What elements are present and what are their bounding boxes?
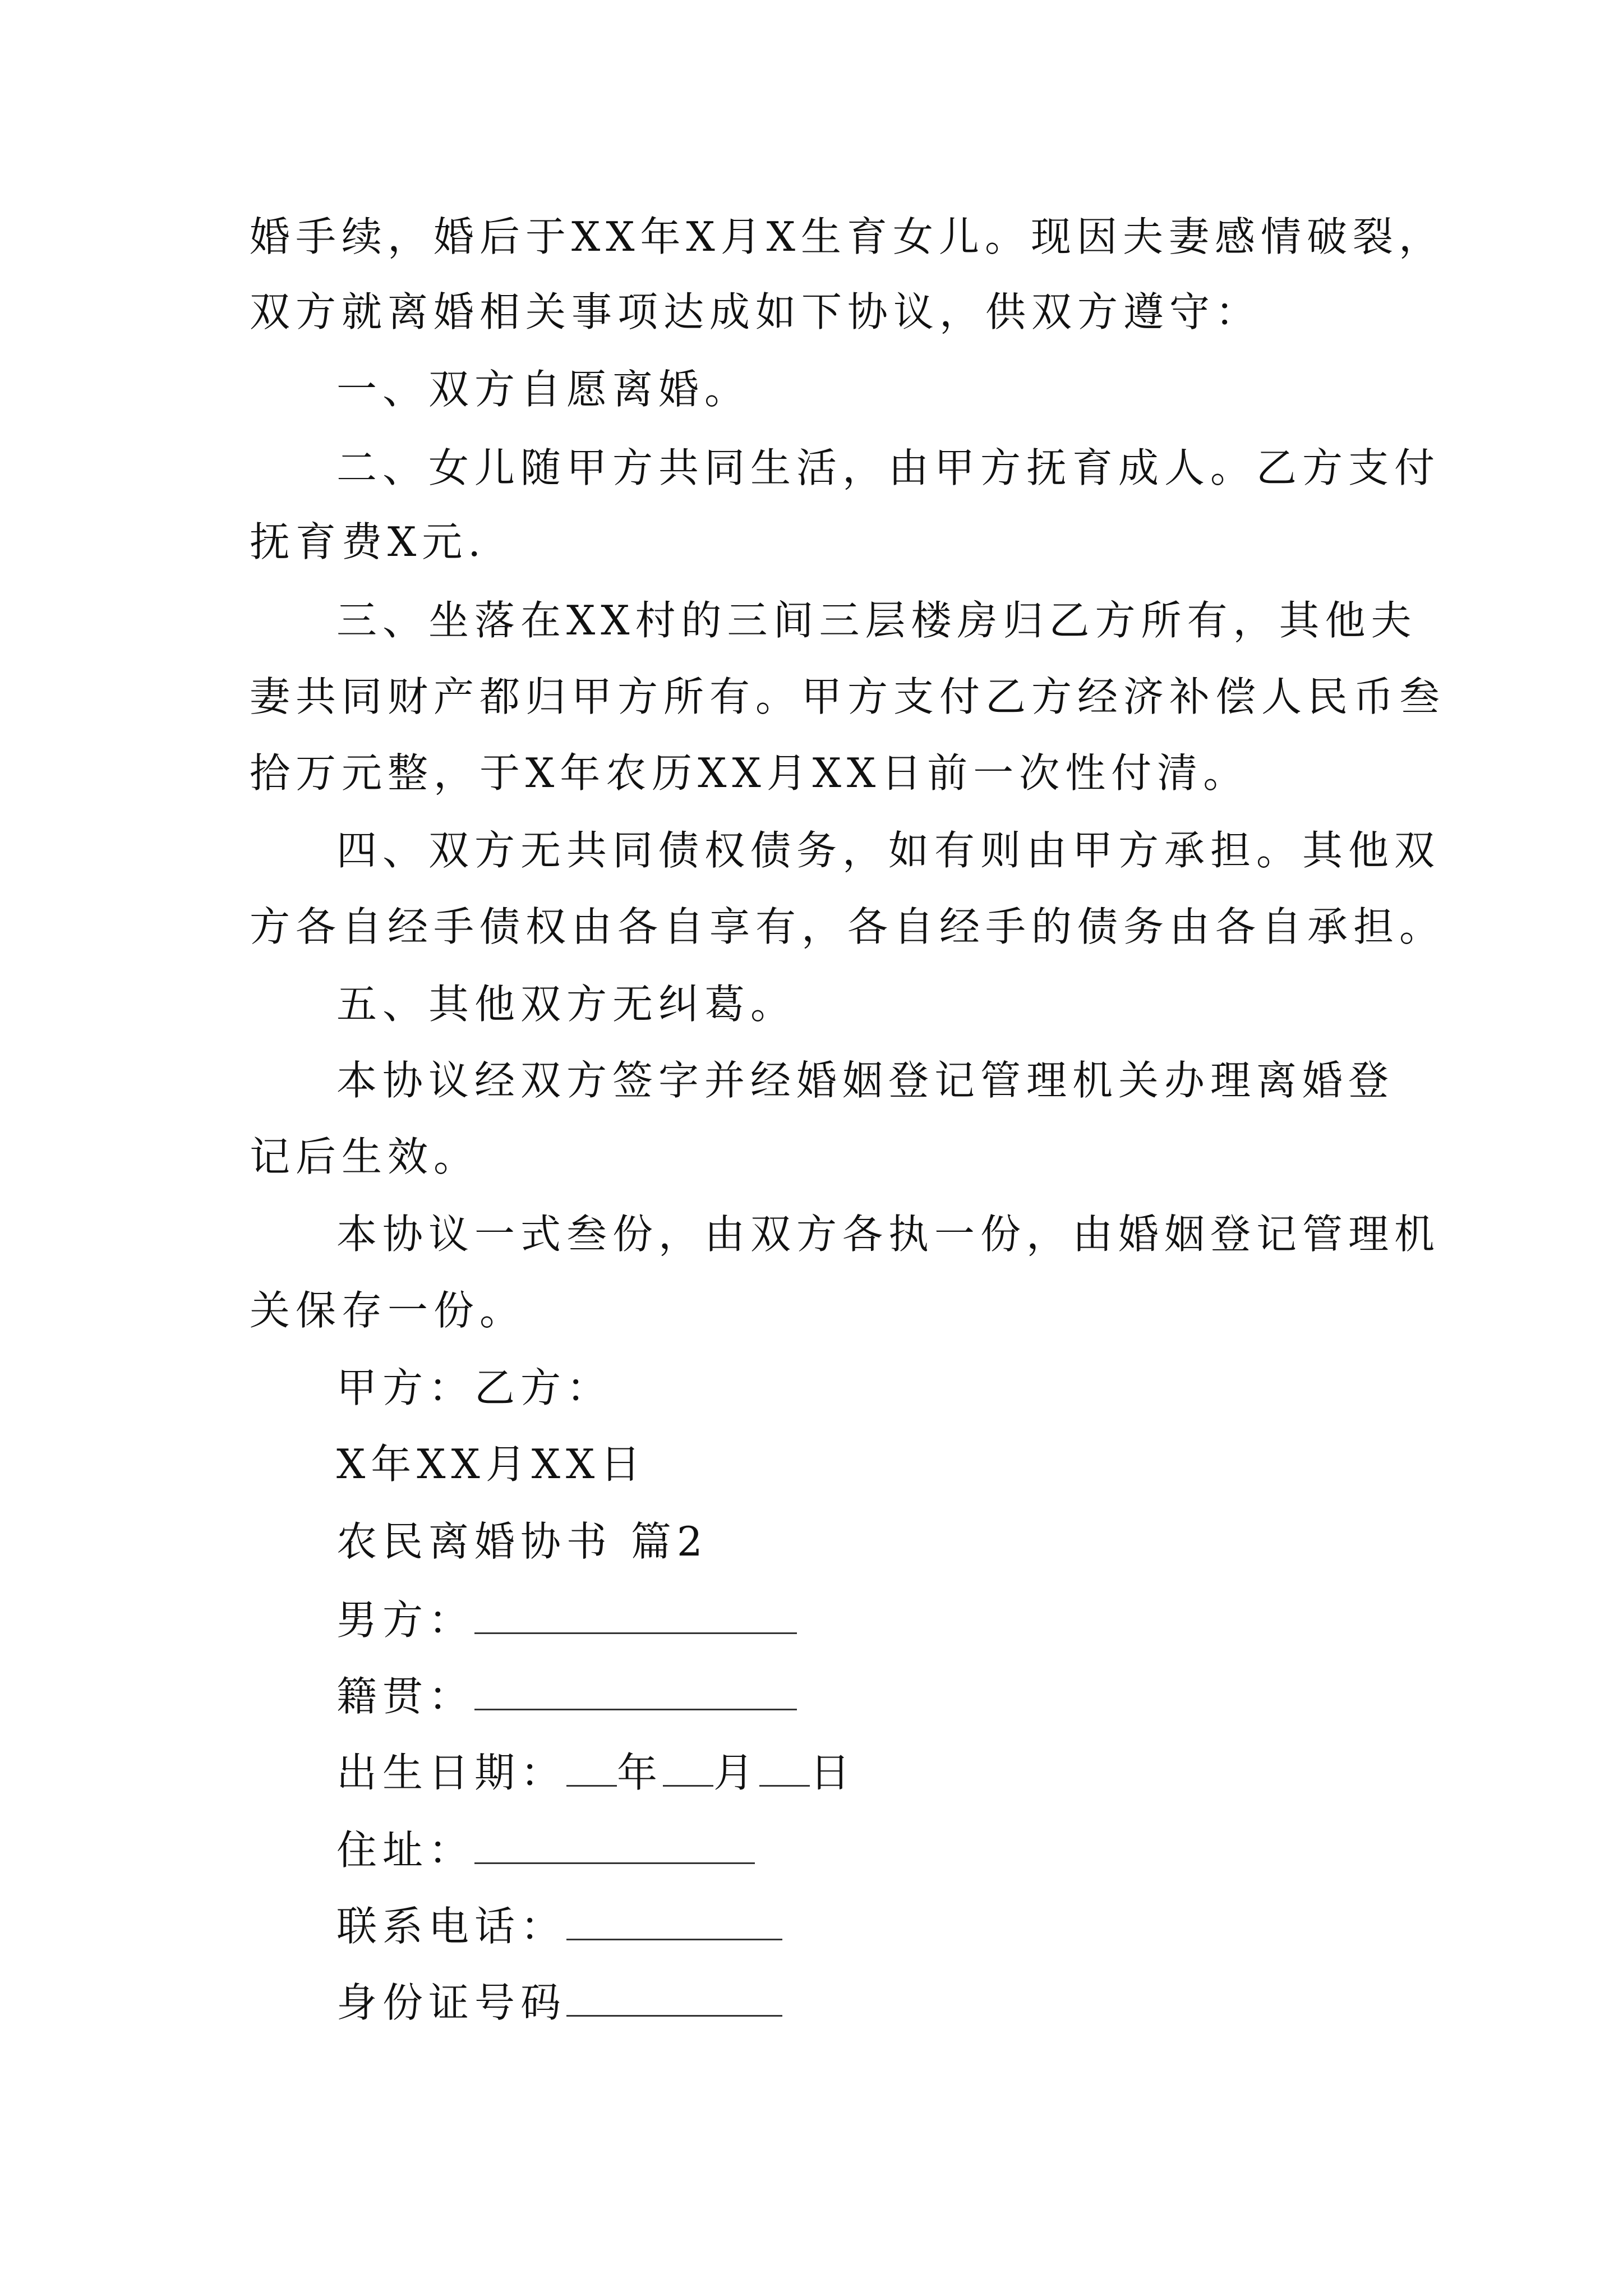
id-label: 身份证号码	[336, 1979, 567, 2026]
effect-clause-cont: 记后生效。	[250, 1133, 480, 1180]
birth-field	[336, 1746, 856, 1797]
address-blank[interactable]	[474, 1823, 755, 1864]
effect-clause: 本协议经双方签字并经婚姻登记管理机关办理离婚登	[336, 1057, 1395, 1104]
male-blank[interactable]	[474, 1593, 797, 1634]
clause-3-cont-1: 妻共同财产都归甲方所有。甲方支付乙方经济补偿人民币叁	[250, 673, 1446, 720]
copies-clause-cont: 关保存一份。	[250, 1287, 526, 1334]
signature-parties: 甲方：乙方：	[336, 1364, 613, 1411]
signature-date: X年XX月XX日	[336, 1441, 647, 1488]
native-label: 籍贯：	[336, 1673, 475, 1720]
phone-label: 联系电话：	[336, 1903, 567, 1950]
id-blank[interactable]	[566, 1976, 782, 2017]
clause-3-cont-2: 拾万元整，于X年农历XX月XX日前一次性付清。	[250, 749, 1249, 797]
birth-label: 出生日期：	[336, 1749, 567, 1796]
birth-day-label: 日	[810, 1749, 856, 1796]
id-field	[336, 1976, 782, 2027]
birth-day-blank[interactable]	[759, 1746, 810, 1787]
native-blank[interactable]	[474, 1669, 797, 1710]
text-line-2: 双方就离婚相关事项达成如下协议，供双方遵守：	[250, 288, 1262, 335]
male-field	[336, 1593, 797, 1645]
clause-4-cont: 方各自经手债权由各自享有，各自经手的债务由各自承担。	[250, 903, 1446, 950]
copies-clause: 本协议一式叁份，由双方各执一份，由婚姻登记管理机	[336, 1211, 1441, 1258]
native-field	[336, 1669, 797, 1721]
clause-3: 三、坐落在XX村的三间三层楼房归乙方所有，其他夫	[336, 597, 1417, 644]
clause-2: 二、女儿随甲方共同生活，由甲方抚育成人。乙方支付	[336, 444, 1441, 491]
clause-1: 一、双方自愿离婚。	[336, 366, 751, 413]
birth-year-label: 年	[617, 1749, 663, 1796]
male-label: 男方：	[336, 1596, 475, 1644]
clause-4: 四、双方无共同债权债务，如有则由甲方承担。其他双	[336, 827, 1441, 874]
clause-2-cont: 抚育费X元.	[250, 518, 487, 565]
phone-blank[interactable]	[566, 1899, 782, 1940]
phone-field	[336, 1899, 782, 1951]
text-line-1: 婚手续，婚后于XX年X月X生育女儿。现因夫妻感情破裂，	[250, 213, 1445, 260]
clause-5: 五、其他双方无纠葛。	[336, 981, 797, 1028]
birth-month-blank[interactable]	[663, 1746, 713, 1787]
birth-year-blank[interactable]	[566, 1746, 617, 1787]
birth-month-label: 月	[713, 1749, 760, 1796]
section-heading: 农民离婚协书 篇2	[336, 1518, 708, 1565]
address-label: 住址：	[336, 1826, 475, 1874]
address-field	[336, 1823, 755, 1875]
